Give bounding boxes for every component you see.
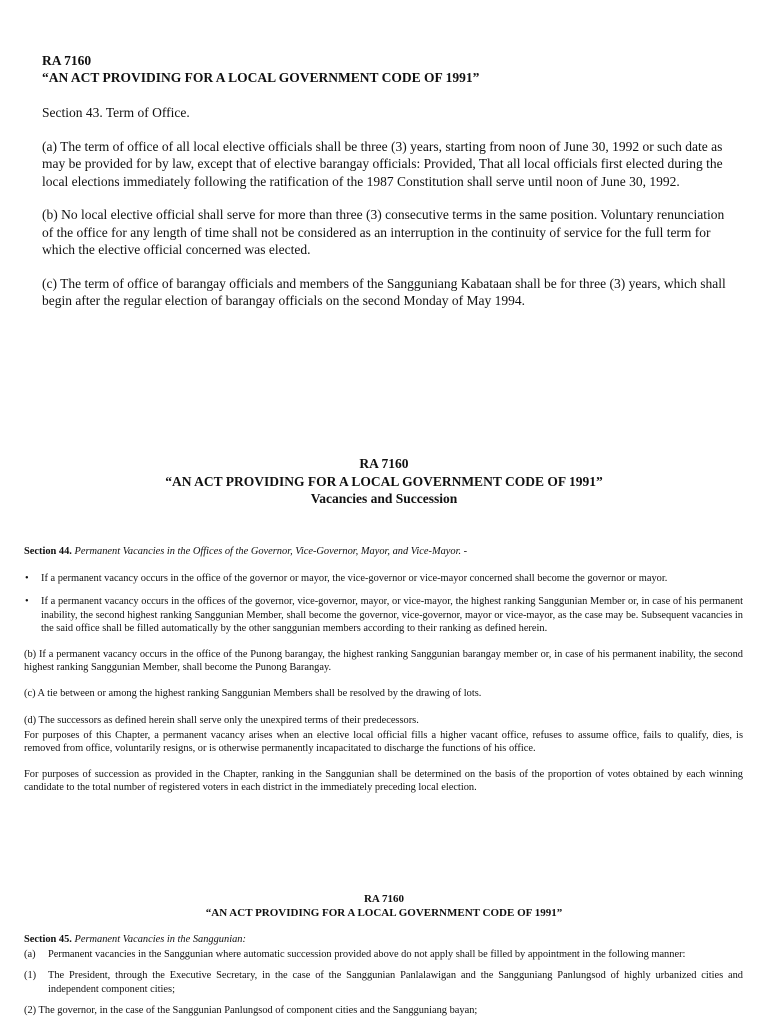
bullet-item xyxy=(24,572,743,585)
bullet-item xyxy=(24,595,743,635)
item-text: The President, through the Executive Secretary, in the case of the Sanggunian Panlalawigan and the Sangguniang Panlungsod of highly urbanized cities and independent component cities; xyxy=(48,970,743,995)
bullet-text: If a permanent vacancy occurs in the offices of the governor, vice-governor, mayor, or vice-mayor, the highest ranking Sanggunian Member or, in case of his permanent inability, the second highest ranking Sanggunian Member, shall become the governor, vice-governor, mayor or vice-mayor, as the case may be. Subsequent vacancies in the said office shall be filled automatically by the other sanggunian members according to their ranking as defined herein. xyxy=(41,596,743,634)
section-44-heading xyxy=(0,455,768,508)
item-text: Permanent vacancies in the Sanggunian where automatic succession provided above do not apply shall be filled by appointment in the following manner: xyxy=(48,949,686,961)
bullet-icon: • xyxy=(25,596,29,608)
bullet-icon: • xyxy=(25,573,29,585)
section-44-block xyxy=(24,545,743,795)
paragraph-purposes-ranking: For purposes of succession as provided in the Chapter, ranking in the Sanggunian shall be determined on the basis of the proportion of votes obtained by each winning candidate to the total number of registered voters in each district in the immediately preceding local election. xyxy=(24,769,743,794)
section-title: Section 43. Term of Office. xyxy=(42,105,190,120)
act-title: “AN ACT PROVIDING FOR A LOCAL GOVERNMENT CODE OF 1991” xyxy=(165,473,603,489)
paragraph-c: (c) The term of office of barangay officials and members of the Sangguniang Kabataan shall be for three (3) years, which shall begin after the regular election of barangay officials on the second Monday of May 1994. xyxy=(42,275,726,308)
act-title: “AN ACT PROVIDING FOR A LOCAL GOVERNMENT CODE OF 1991” xyxy=(205,907,563,919)
section-label: Section 45. xyxy=(24,934,72,945)
list-item xyxy=(24,969,743,995)
item-label: (a) xyxy=(24,949,36,961)
paragraph-b: (b) No local elective official shall serve for more than three (3) consecutive terms in the same position. Voluntary renunciation of the office for any length of time shall not be considered as an interruption in the continuity of service for the full term for which the elective official concerned was elected. xyxy=(42,207,725,257)
ra-number: RA 7160 xyxy=(363,893,405,905)
paragraph-b: (b) If a permanent vacancy occurs in the office of the Punong barangay, the highest ranking Sanggunian barangay member or, in case of his permanent inability, the second highest ranking Sanggunian Member, shall become the Punong Barangay. xyxy=(24,649,743,674)
section-45-title xyxy=(24,933,743,946)
subtitle: Vacancies and Succession xyxy=(310,491,458,506)
section-label: Section 44. xyxy=(24,546,72,557)
section-heading: Permanent Vacancies in the Sanggunian: xyxy=(74,934,246,945)
list-item-partial: (2) The governor, in the case of the Sanggunian Panlungsod of component cities and the Sangguniang bayan; xyxy=(24,1004,478,1016)
paragraph-d: (d) The successors as defined herein shall serve only the unexpired terms of their predecessors. xyxy=(24,714,419,726)
section-45-heading xyxy=(0,892,768,920)
section-43-block xyxy=(42,52,732,310)
paragraph-c: (c) A tie between or among the highest ranking Sanggunian Members shall be resolved by the drawing of lots. xyxy=(24,688,482,700)
bullet-text: If a permanent vacancy occurs in the office of the governor or mayor, the vice-governor or vice-mayor concerned shall become the governor or mayor. xyxy=(41,573,668,585)
section-44-title xyxy=(24,545,743,558)
section-heading: Permanent Vacancies in the Offices of the Governor, Vice-Governor, Mayor, and Vice-Mayor. - xyxy=(74,546,468,557)
list-item xyxy=(24,948,743,961)
item-label: (1) xyxy=(24,970,37,982)
section-45-block xyxy=(24,933,743,1017)
paragraph-a: (a) The term of office of all local elective officials shall be three (3) years, starting from noon of June 30, 1992 or such date as may be provided for by law, except that of elective barangay officials: Provided, That all local officials first elected during the local elections immediately following the ratification of the 1987 Constitution shall serve until noon of June 30, 1992. xyxy=(42,138,723,189)
ra-number: RA 7160 xyxy=(359,456,409,471)
paragraph-purposes-vacancy: For purposes of this Chapter, a permanent vacancy arises when an elective local official fills a higher vacant office, refuses to assume office, fails to qualify, dies, is removed from office, voluntarily resigns, or is otherwise permanently incapacitated to discharge the functions of his office. xyxy=(24,729,743,755)
ra-number: RA 7160 xyxy=(42,53,92,68)
act-title: “AN ACT PROVIDING FOR A LOCAL GOVERNMENT CODE OF 1991” xyxy=(42,70,480,85)
